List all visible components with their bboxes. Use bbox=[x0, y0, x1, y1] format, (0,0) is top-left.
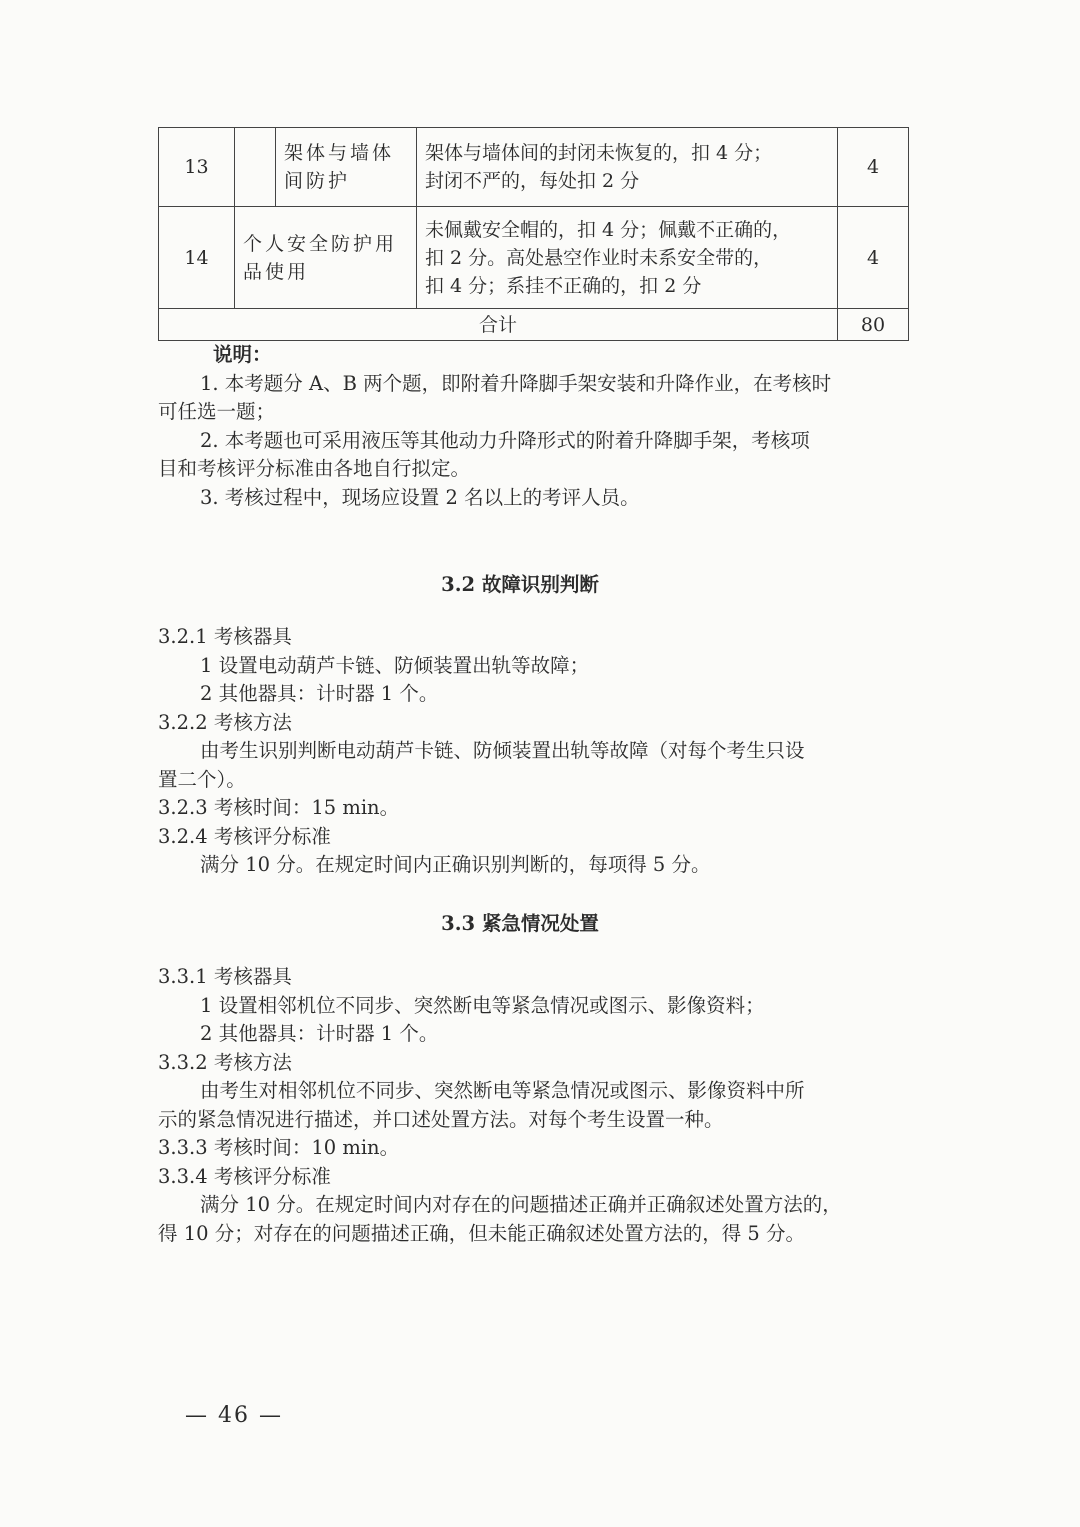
table-row bbox=[159, 128, 909, 207]
clause-heading: 3.2.2 考核方法 bbox=[158, 710, 292, 734]
section-title-3-2: 3.2 故障识别判断 bbox=[441, 573, 599, 596]
total-row bbox=[159, 309, 909, 341]
row-number: 14 bbox=[159, 207, 235, 309]
sub-item-cell: 架体与墙体 间防护 bbox=[276, 128, 417, 207]
section-3-2 bbox=[158, 623, 888, 880]
deduction-cell: 架体与墙体间的封闭未恢复的，扣 4 分； 封闭不严的，每处扣 2 分 bbox=[417, 128, 838, 207]
total-value: 80 bbox=[838, 309, 909, 341]
clause-item: 2 其他器具：计时器 1 个。 bbox=[200, 1022, 439, 1045]
clause-text-cont: 置二个）。 bbox=[158, 767, 246, 791]
clause-heading: 3.3.1 考核器具 bbox=[158, 965, 292, 988]
note-3: 3. 考核过程中，现场应设置 2 名以上的考评人员。 bbox=[200, 485, 640, 509]
clause-heading: 3.2.1 考核器具 bbox=[158, 625, 292, 648]
clause-heading: 3.2.4 考核评分标准 bbox=[158, 824, 331, 848]
score-cell: 4 bbox=[838, 207, 909, 309]
note-2: 2. 本考题也可采用液压等其他动力升降形式的附着升降脚手架，考核项 bbox=[200, 428, 810, 452]
notes-section bbox=[158, 341, 888, 512]
clause-text: 由考生识别判断电动葫芦卡链、防倾装置出轨等故障（对每个考生只设 bbox=[200, 739, 805, 762]
table-row bbox=[159, 207, 909, 309]
clause-item: 1 设置电动葫芦卡链、防倾装置出轨等故障； bbox=[200, 653, 590, 677]
note-1-cont: 可任选一题； bbox=[158, 400, 276, 423]
clause-heading: 3.2.3 考核时间：15 min。 bbox=[158, 796, 400, 819]
empty-cell bbox=[235, 128, 276, 207]
clause-text: 由考生对相邻机位不同步、突然断电等紧急情况或图示、影像资料中所 bbox=[200, 1079, 805, 1102]
clause-heading: 3.3.4 考核评分标准 bbox=[158, 1164, 331, 1188]
page-number: — 46 — bbox=[185, 1403, 283, 1428]
clause-heading: 3.3.2 考核方法 bbox=[158, 1050, 292, 1074]
clause-text-cont: 得 10 分；对存在的问题描述正确，但未能正确叙述处置方法的，得 5 分。 bbox=[158, 1221, 806, 1245]
clause-item: 2 其他器具：计时器 1 个。 bbox=[200, 682, 439, 705]
clause-item: 1 设置相邻机位不同步、突然断电等紧急情况或图示、影像资料； bbox=[200, 993, 765, 1017]
clause-text-cont: 示的紧急情况进行描述，并口述处置方法。对每个考生设置一种。 bbox=[158, 1107, 724, 1131]
clause-heading: 3.3.3 考核时间：10 min。 bbox=[158, 1136, 400, 1159]
note-1: 1. 本考题分 A、B 两个题，即附着升降脚手架安装和升降作业，在考核时 bbox=[200, 371, 832, 395]
item-cell: 个人安全防护用 品使用 bbox=[235, 207, 417, 309]
scoring-table bbox=[158, 127, 909, 341]
section-3-3 bbox=[158, 963, 888, 1248]
deduction-cell: 未佩戴安全帽的，扣 4 分；佩戴不正确的， 扣 2 分。高处悬空作业时未系安全带的， 扣 4 分；系挂不正确的，扣 2 分 bbox=[417, 207, 838, 309]
clause-text: 满分 10 分。在规定时间内对存在的问题描述正确并正确叙述处置方法的， bbox=[200, 1193, 842, 1216]
row-number: 13 bbox=[159, 128, 235, 207]
clause-text: 满分 10 分。在规定时间内正确识别判断的，每项得 5 分。 bbox=[200, 853, 711, 876]
section-title-3-3: 3.3 紧急情况处置 bbox=[441, 912, 599, 935]
notes-heading: 说明： bbox=[213, 343, 272, 366]
score-cell: 4 bbox=[838, 128, 909, 207]
note-2-cont: 目和考核评分标准由各地自行拟定。 bbox=[158, 457, 471, 480]
total-label: 合计 bbox=[159, 309, 838, 341]
